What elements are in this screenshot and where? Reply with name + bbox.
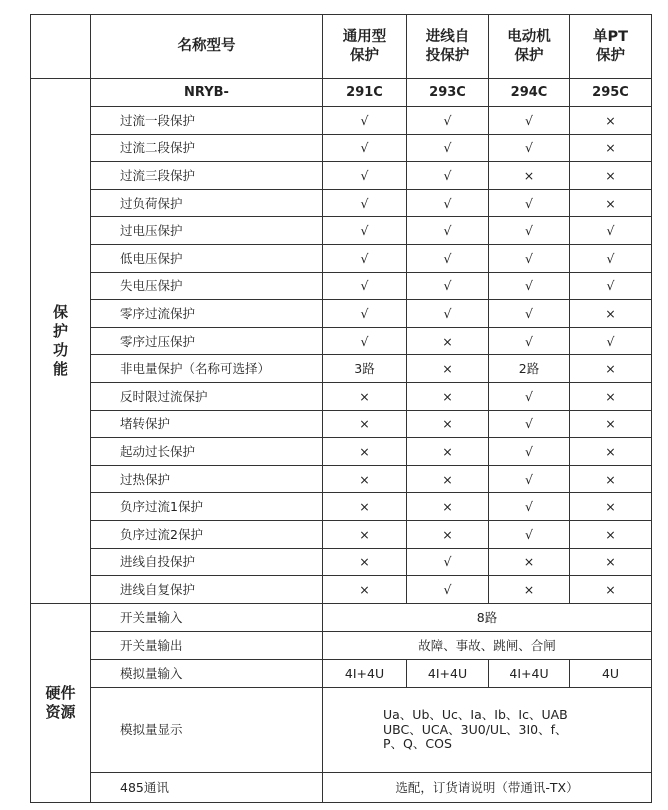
cell-value: ×	[489, 162, 570, 190]
table-row	[31, 272, 652, 300]
cell-value: ×	[407, 465, 489, 493]
cell-value: √	[407, 244, 489, 272]
cell-value: ×	[570, 355, 652, 383]
table-row	[31, 548, 652, 576]
cell-value: ×	[407, 438, 489, 466]
cell-value: ×	[570, 576, 652, 604]
table-row	[31, 355, 652, 383]
resource-value: 故障、事故、跳闸、合闸	[323, 631, 652, 659]
model-code: 291C	[323, 79, 407, 107]
cell-value: ×	[570, 548, 652, 576]
cell-value: √	[570, 272, 652, 300]
function-name: 过负荷保护	[91, 189, 323, 217]
cell-value: ×	[323, 410, 407, 438]
table-row	[31, 162, 652, 190]
cell-value: ×	[407, 410, 489, 438]
cell-value: √	[489, 134, 570, 162]
cell-value: ×	[407, 520, 489, 548]
cell-value: ×	[407, 382, 489, 410]
cell-value: √	[489, 493, 570, 521]
cell-value: √	[323, 162, 407, 190]
table-row	[31, 465, 652, 493]
table-row	[31, 603, 652, 631]
cell-value: ×	[570, 300, 652, 328]
name-col-header: 名称型号	[91, 15, 323, 79]
cell-value: √	[489, 382, 570, 410]
model-code: 293C	[407, 79, 489, 107]
cell-value: ×	[570, 438, 652, 466]
cell-value: √	[407, 107, 489, 135]
cell-value: ×	[570, 382, 652, 410]
cell-value: ×	[570, 189, 652, 217]
cell-value: √	[323, 217, 407, 245]
cell-value: √	[323, 189, 407, 217]
function-name: 零序过压保护	[91, 327, 323, 355]
function-name: 进线自投保护	[91, 548, 323, 576]
cell-value: √	[489, 189, 570, 217]
cell-value: ×	[323, 438, 407, 466]
cell-value: ×	[489, 576, 570, 604]
table-row	[31, 327, 652, 355]
model-row	[31, 79, 652, 107]
function-name: 起动过长保护	[91, 438, 323, 466]
cell-value: √	[570, 327, 652, 355]
table-row	[31, 244, 652, 272]
cell-value: √	[489, 107, 570, 135]
cell-value: ×	[570, 134, 652, 162]
resource-name: 模拟量显示	[91, 687, 323, 772]
cell-value: ×	[570, 107, 652, 135]
spec-table	[30, 14, 652, 803]
table-row	[31, 300, 652, 328]
table-row	[31, 217, 652, 245]
function-name: 过流三段保护	[91, 162, 323, 190]
cell-value: √	[489, 217, 570, 245]
table-row	[31, 493, 652, 521]
table-row	[31, 107, 652, 135]
cell-value: ×	[323, 520, 407, 548]
cell-value: √	[489, 438, 570, 466]
function-name: 负序过流2保护	[91, 520, 323, 548]
cell-value: ×	[570, 520, 652, 548]
function-name: 失电压保护	[91, 272, 323, 300]
resource-name: 485通讯	[91, 772, 323, 802]
cell-value: √	[489, 465, 570, 493]
function-name: 过热保护	[91, 465, 323, 493]
cell-value: 4U	[570, 659, 652, 687]
protection-category: 保 护 功 能	[31, 79, 91, 604]
cell-value: ×	[489, 548, 570, 576]
table-row	[31, 631, 652, 659]
model-code: 294C	[489, 79, 570, 107]
cell-value: √	[407, 272, 489, 300]
table-row	[31, 438, 652, 466]
cell-value: √	[407, 189, 489, 217]
resource-name: 模拟量输入	[91, 659, 323, 687]
resource-name: 开关量输出	[91, 631, 323, 659]
cell-value: √	[323, 134, 407, 162]
col-header: 进线自 投保护	[407, 15, 489, 79]
cell-value: √	[407, 300, 489, 328]
table-row	[31, 189, 652, 217]
cell-value: ×	[323, 548, 407, 576]
cell-value: ×	[570, 410, 652, 438]
function-name: 负序过流1保护	[91, 493, 323, 521]
function-name: 过流一段保护	[91, 107, 323, 135]
cell-value: ×	[323, 382, 407, 410]
cell-value: √	[489, 272, 570, 300]
function-name: 过流二段保护	[91, 134, 323, 162]
cell-value: √	[489, 520, 570, 548]
resource-name: 开关量输入	[91, 603, 323, 631]
table-row	[31, 772, 652, 802]
table-row	[31, 520, 652, 548]
cell-value: 4I+4U	[407, 659, 489, 687]
col-header: 单PT 保护	[570, 15, 652, 79]
table-row	[31, 659, 652, 687]
cell-value: √	[323, 107, 407, 135]
cell-value: ×	[407, 327, 489, 355]
table-row	[31, 576, 652, 604]
cell-value: ×	[323, 493, 407, 521]
cell-value: 4I+4U	[323, 659, 407, 687]
cell-value: √	[407, 548, 489, 576]
cell-value: 4I+4U	[489, 659, 570, 687]
hardware-category: 硬件 资源	[31, 603, 91, 802]
cell-value: ×	[570, 162, 652, 190]
function-name: 非电量保护（名称可选择）	[91, 355, 323, 383]
cell-value: √	[489, 327, 570, 355]
table-row	[31, 410, 652, 438]
cell-value: √	[407, 162, 489, 190]
resource-value: 8路	[323, 603, 652, 631]
cell-value: 3路	[323, 355, 407, 383]
function-name: 进线自复保护	[91, 576, 323, 604]
function-name: 反时限过流保护	[91, 382, 323, 410]
cell-value: ×	[407, 355, 489, 383]
function-name: 低电压保护	[91, 244, 323, 272]
corner-cell	[31, 15, 91, 79]
cell-value: ×	[570, 493, 652, 521]
cell-value: √	[407, 576, 489, 604]
cell-value: ×	[407, 493, 489, 521]
cell-value: √	[323, 300, 407, 328]
model-label: NRYB-	[91, 79, 323, 107]
cell-value: √	[323, 272, 407, 300]
table-row	[31, 134, 652, 162]
function-name: 堵转保护	[91, 410, 323, 438]
cell-value: ×	[323, 576, 407, 604]
cell-value: √	[489, 410, 570, 438]
cell-value: ×	[323, 465, 407, 493]
cell-value: ×	[570, 465, 652, 493]
cell-value: √	[323, 244, 407, 272]
col-header: 电动机 保护	[489, 15, 570, 79]
resource-value: Ua、Ub、Uc、Ia、Ib、Ic、UAB UBC、UCA、3U0/UL、3I0、f、 P、Q、COS	[323, 687, 652, 772]
function-name: 过电压保护	[91, 217, 323, 245]
cell-value: √	[489, 244, 570, 272]
function-name: 零序过流保护	[91, 300, 323, 328]
cell-value: √	[489, 300, 570, 328]
cell-value: √	[323, 327, 407, 355]
model-code: 295C	[570, 79, 652, 107]
cell-value: √	[570, 217, 652, 245]
header-row	[31, 15, 652, 79]
cell-value: 2路	[489, 355, 570, 383]
table-row	[31, 382, 652, 410]
table-row	[31, 687, 652, 772]
resource-value: 选配，订货请说明（带通讯-TX）	[323, 772, 652, 802]
cell-value: √	[570, 244, 652, 272]
cell-value: √	[407, 217, 489, 245]
cell-value: √	[407, 134, 489, 162]
col-header: 通用型 保护	[323, 15, 407, 79]
